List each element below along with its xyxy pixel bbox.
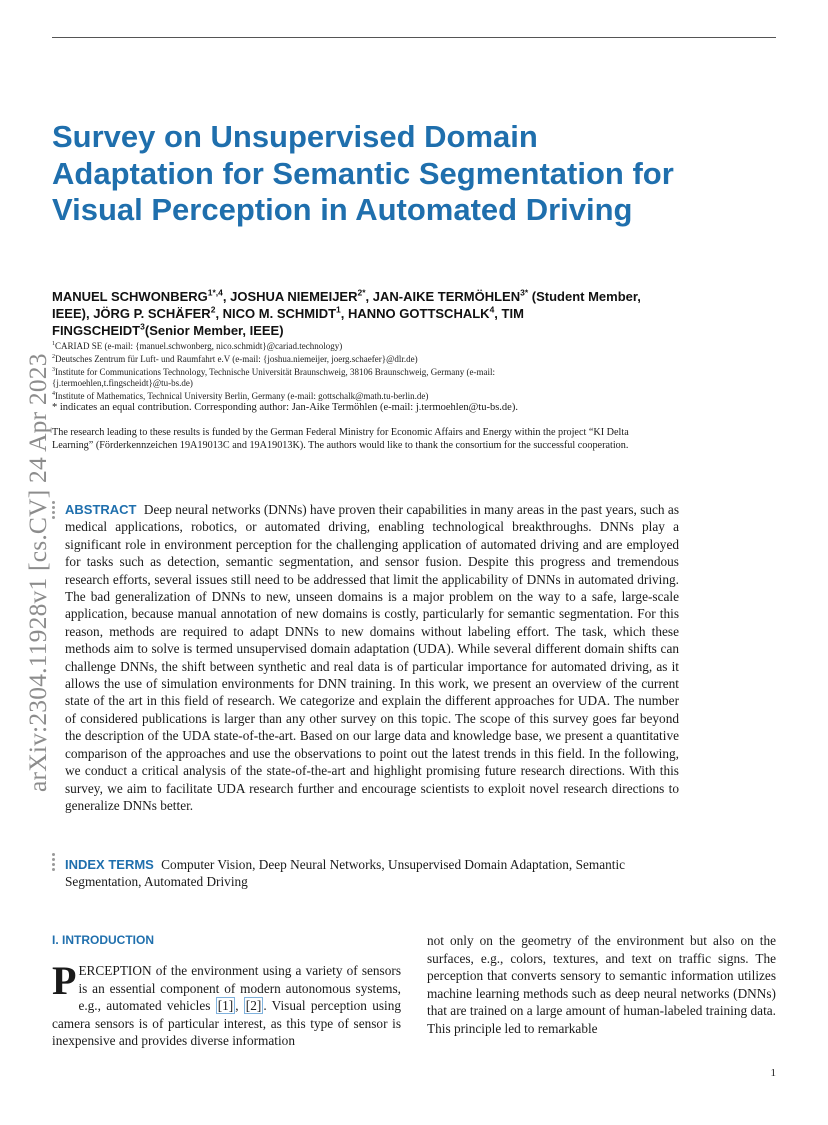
paper-title: Survey on Unsupervised Domain Adaptation for Semantic Segmentation for Visual Perception in Automated Driving [52, 119, 674, 227]
author-name: MANUEL SCHWONBERG [52, 289, 208, 304]
intro-left-column [52, 958, 402, 1050]
index-terms-text: Computer Vision, Deep Neural Networks, Unsupervised Domain Adaptation, Semantic Segmentation, Automated Driving [65, 857, 626, 890]
affiliation-text: CARIAD SE (e-mail: {manuel.schwonberg, nico.schmidt}@cariad.technology) [55, 341, 343, 351]
affiliation-text: Institute of Mathematics, Technical University Berlin, Germany (e-mail: gottschalk@math.tu-berlin.de) [55, 391, 429, 401]
affiliation-text: Institute for Communications Technology, Technische Universität Braunschweig, 38106 Braunschweig, Germany (e-mail: {j.termoehlen,t.fingscheidt}@tu-bs.de) [52, 367, 495, 388]
author-name: , JOSHUA NIEMEIJER [222, 289, 358, 304]
affiliation-number: 2 [52, 354, 55, 360]
author-membership: (Student Member, IEEE), [52, 289, 641, 321]
abstract [65, 501, 679, 814]
section-heading-introduction: I. INTRODUCTION [52, 933, 154, 947]
author-membership: (Senior Member, IEEE) [144, 323, 284, 338]
intro-text: . Visual perception using camera sensors is of particular interest, as this type of sensor is inexpensive and provides diverse information [52, 998, 402, 1048]
page-number: 1 [770, 1067, 776, 1079]
header-rule [52, 37, 776, 38]
affiliation-number: 4 [52, 391, 55, 397]
intro-text: ERCEPTION of the environment using a variety of sensors is an essential component of modern autonomous systems, e.g., automated vehicles [78, 963, 401, 1013]
funding-note: The research leading to these results is funded by the German Federal Ministry for Economic Affairs and Energy within the project “KI Delta Learning” (Förderkennzeichen 19A19013C and 19A19013K). The authors would like to thank the consortium for the successful cooperation. [52, 427, 629, 451]
author-affil-mark: 4 [489, 304, 495, 315]
affiliations [52, 339, 572, 402]
affiliation-text: Deutsches Zentrum für Luft- und Raumfahrt e.V (e-mail: {joshua.niemeijer, joerg.schaefer}@dlr.de) [55, 354, 418, 364]
affiliation-number: 3 [52, 367, 55, 373]
intro-right-column: not only on the geometry of the environment but also on the surfaces, e.g., colors, textures, and text on traffic signs. The perception that converts sensory to semantic information utilizes machine learning methods such as deep neural networks (DNNs) that are trained on a large amount of human-labeled training data. This principle led to remarkable [427, 933, 776, 1036]
author-affil-mark: 3* [520, 287, 529, 298]
citation-link-1[interactable]: [1] [217, 998, 234, 1013]
author-name: JÖRG P. SCHÄFER [93, 306, 211, 321]
author-affil-mark: 2* [357, 287, 366, 298]
abstract-text: Deep neural networks (DNNs) have proven their capabilities in many areas in the past years, such as medical applications, robotics, or automated driving, enabling technological breakthroughs. DNNs play a significant role in environment perception for the challenging application of automated driving and are employed for tasks such as detection, semantic segmentation, and sensor fusion. Despite this progress and tremendous research efforts, several issues still need to be addressed that limit the applicability of DNNs in automated driving. The bad generalization of DNNs to new, unseen domains is a major problem on the way to a safe, large-scale application, because manual annotation of new domains is costly, particularly for semantic segmentation. For this reason, methods are required to adapt DNNs to new domains without labeling effort. The task, which these methods aim to solve is termed unsupervised domain adaptation (UDA). While several different domain shifts can challenge DNNs, the shift between synthetic and real data is of particular importance for automated driving, as it allows the use of simulation environments for DNN training. In this work, we present an overview of the current state of the art in this field of research. We categorize and explain the different approaches for UDA. The number of considered publications is larger than any other survey on this topic. The scope of this survey goes far beyond the description of the UDA state-of-the-art. Based on our large data and knowledge base, we present a quantitative comparison of the approaches and use the observations to point out the latest trends in this field. In the following, we conduct a critical analysis of the state-of-the-art and highlight promising future research directions. With this survey, we aim to facilitate UDA research further and encourage scientists to exploit novel research directions to generalize DNNs better. [65, 502, 679, 813]
index-terms-label: INDEX TERMS [65, 857, 154, 872]
abstract-dots-marker [52, 501, 56, 521]
index-terms-dots-marker [52, 853, 56, 873]
author-list [52, 288, 652, 339]
author-name: , TIM FINGSCHEIDT [52, 306, 524, 338]
citation-separator: , [235, 998, 244, 1013]
author-affil-mark: 1*,4 [207, 287, 223, 298]
author-affil-mark: 2 [210, 304, 216, 315]
arxiv-stamp: arXiv:2304.11928v1 [cs.CV] 24 Apr 2023 [23, 353, 52, 792]
affiliation-line [52, 339, 572, 352]
equal-contribution-note: * indicates an equal contribution. Corresponding author: Jan-Aike Termöhlen (e-mail: j.termoehlen@tu-bs.de). [52, 402, 518, 413]
affiliation-line [52, 365, 572, 389]
author-affil-mark: 1 [336, 304, 341, 315]
author-name: , JAN-AIKE TERMÖHLEN [365, 289, 521, 304]
citation-link-2[interactable]: [2] [245, 998, 262, 1013]
affiliation-number: 1 [52, 341, 55, 347]
author-name: , HANNO GOTTSCHALK [340, 306, 490, 321]
abstract-label: ABSTRACT [65, 502, 137, 517]
author-affil-mark: 3 [140, 321, 145, 332]
author-name: , NICO M. SCHMIDT [215, 306, 337, 321]
drop-cap: P [52, 958, 77, 1003]
index-terms [65, 856, 679, 891]
affiliation-line [52, 352, 572, 365]
